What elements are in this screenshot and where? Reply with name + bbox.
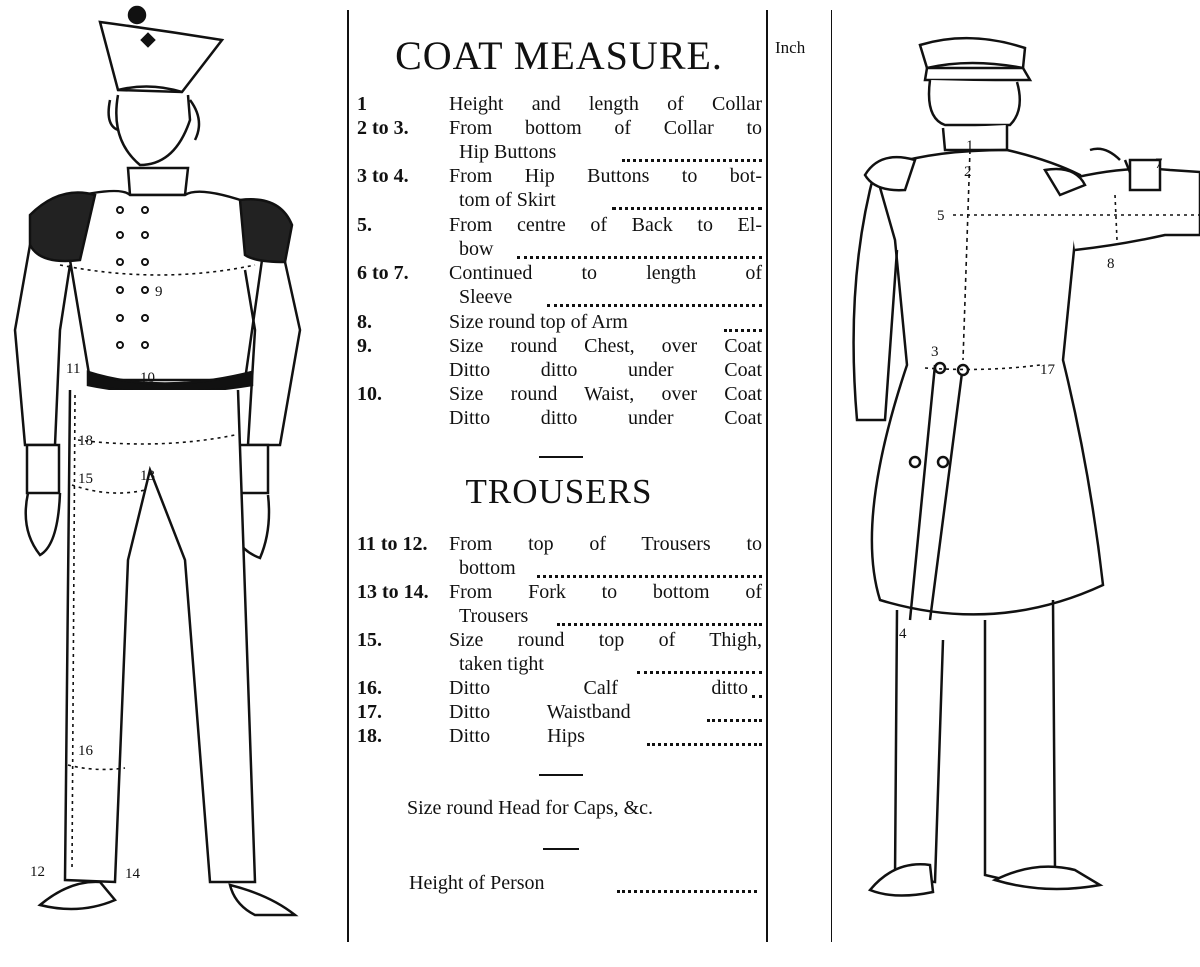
coat-item-10-cont	[357, 406, 762, 430]
trousers-item-num: 16.	[357, 677, 382, 699]
leader-dots	[647, 743, 762, 746]
coat-item-1	[357, 92, 762, 116]
back-label-4: 4	[899, 626, 907, 642]
trousers-item-text: Trousers	[459, 605, 529, 627]
front-label-14: 14	[125, 866, 140, 882]
front-figure-illustration	[0, 0, 330, 967]
back-label-8: 8	[1107, 256, 1115, 272]
coat-item-num: 2 to 3.	[357, 117, 409, 139]
trousers-item-15-cont	[357, 652, 762, 676]
trousers-item-11	[357, 532, 762, 556]
coat-item-5-cont	[357, 237, 762, 261]
coat-item-2	[357, 116, 762, 140]
coat-item-10	[357, 382, 762, 406]
leader-dots	[537, 575, 762, 578]
leader-dots	[517, 256, 762, 259]
coat-item-num: 9.	[357, 335, 372, 357]
leader-dots	[547, 304, 762, 307]
front-label-10: 10	[140, 370, 155, 386]
section-divider	[543, 848, 579, 850]
back-label-2: 2	[964, 164, 972, 180]
coat-item-text: Size round Chest, over Coat	[449, 335, 762, 357]
right-rule	[831, 10, 832, 942]
measure-table	[347, 10, 833, 942]
coat-item-text: Size round top of Arm	[449, 311, 628, 333]
coat-item-text: Ditto ditto under Coat	[449, 359, 762, 381]
coat-item-text: From bottom of Collar to	[449, 117, 762, 139]
back-label-1: 1	[966, 138, 974, 154]
head-size-line: Size round Head for Caps, &c.	[407, 797, 654, 819]
trousers-item-17	[357, 700, 762, 724]
coat-item-num: 8.	[357, 311, 372, 333]
trousers-item-num: 15.	[357, 629, 382, 651]
back-label-17: 17	[1040, 362, 1055, 378]
trousers-item-num: 18.	[357, 725, 382, 747]
front-label-16: 16	[78, 743, 93, 759]
trousers-item-11-cont	[357, 556, 762, 580]
trousers-item-text: From Fork to bottom of	[449, 581, 762, 603]
coat-item-text: Ditto ditto under Coat	[449, 407, 762, 429]
trousers-title: TROUSERS	[465, 472, 653, 511]
coat-item-num: 3 to 4.	[357, 165, 409, 187]
trousers-item-text: Ditto Waistband	[449, 701, 631, 723]
front-label-11: 11	[66, 361, 81, 377]
trousers-item-16	[357, 676, 762, 700]
coat-item-8	[357, 310, 762, 334]
section-divider	[539, 774, 583, 776]
trousers-item-text: Ditto Hips	[449, 725, 585, 747]
coat-item-6-cont	[357, 285, 762, 309]
back-figure-illustration	[835, 0, 1200, 967]
trousers-item-num: 17.	[357, 701, 382, 723]
front-label-15: 15	[78, 471, 93, 487]
coat-item-num: 5.	[357, 214, 372, 236]
leader-dots	[622, 159, 762, 162]
coat-item-text: bow	[459, 238, 494, 260]
coat-item-text: Sleeve	[459, 286, 513, 308]
coat-item-text: Size round Waist, over Coat	[449, 383, 762, 405]
coat-item-text: tom of Skirt	[459, 189, 556, 211]
coat-item-text: Hip Buttons	[459, 141, 557, 163]
coat-item-text: From Hip Buttons to bot-	[449, 165, 762, 187]
section-divider	[539, 456, 583, 458]
trousers-item-13	[357, 580, 762, 604]
coat-item-9	[357, 334, 762, 358]
coat-item-num: 6 to 7.	[357, 262, 409, 284]
coat-item-num: 1	[357, 93, 367, 115]
trousers-item-15	[357, 628, 762, 652]
trousers-item-13-cont	[357, 604, 762, 628]
left-rule	[347, 10, 349, 942]
coat-item-2-cont	[357, 140, 762, 164]
trousers-item-num: 13 to 14.	[357, 581, 429, 603]
front-label-12: 12	[30, 864, 45, 880]
trousers-item-18	[357, 724, 762, 748]
trousers-item-text: bottom	[459, 557, 516, 579]
front-label-18: 18	[78, 433, 93, 449]
leader-dots	[752, 695, 762, 698]
leader-dots	[557, 623, 762, 626]
back-label-5: 5	[937, 208, 945, 224]
coat-item-text: Continued to length of	[449, 262, 762, 284]
leader-dots	[617, 890, 757, 893]
front-label-13: 13	[140, 468, 155, 484]
trousers-item-num: 11 to 12.	[357, 533, 428, 555]
coat-measure-title: COAT MEASURE.	[395, 33, 723, 78]
back-label-3: 3	[931, 344, 939, 360]
leader-dots	[637, 671, 762, 674]
coat-item-text: From centre of Back to El-	[449, 214, 762, 236]
coat-item-text: Height and length of Collar	[449, 93, 762, 115]
coat-item-9-cont	[357, 358, 762, 382]
trousers-item-text: Ditto Calf ditto	[449, 677, 748, 699]
leader-dots	[707, 719, 762, 722]
coat-item-6	[357, 261, 762, 285]
front-label-9: 9	[155, 284, 163, 300]
trousers-item-text: taken tight	[459, 653, 544, 675]
back-label-7: 7	[1155, 156, 1163, 172]
height-of-person-line: Height of Person	[409, 872, 545, 894]
leader-dots	[612, 207, 762, 210]
coat-item-num: 10.	[357, 383, 382, 405]
leader-dots	[724, 329, 762, 332]
inch-column-rule	[766, 10, 768, 942]
coat-item-5	[357, 213, 762, 237]
coat-item-3	[357, 164, 762, 188]
trousers-item-text: From top of Trousers to	[449, 533, 762, 555]
inch-column-header: Inch	[775, 38, 806, 57]
trousers-item-text: Size round top of Thigh,	[449, 629, 762, 651]
coat-item-3-cont	[357, 188, 762, 212]
